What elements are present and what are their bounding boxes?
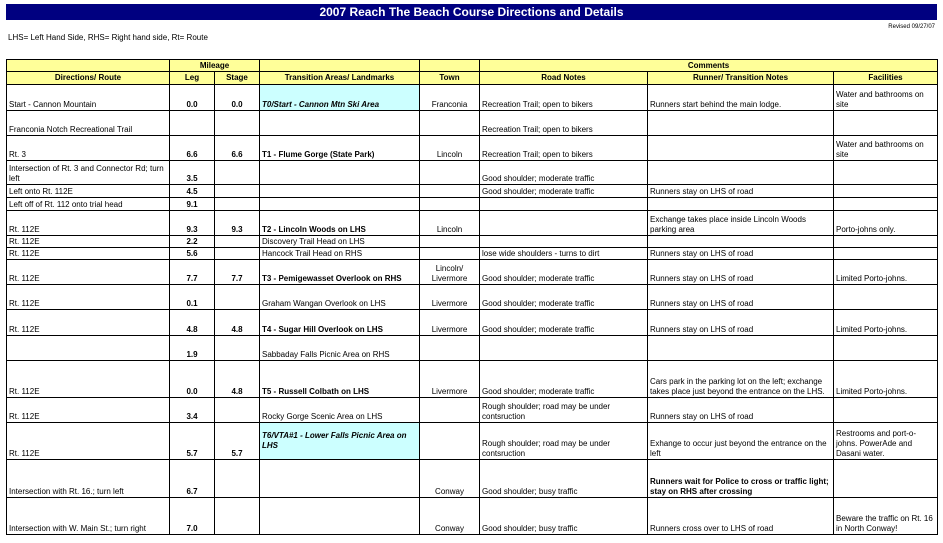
header-comments: Comments bbox=[480, 60, 938, 72]
town-cell: Livermore bbox=[420, 285, 480, 310]
runner-notes-cell: Runners start behind the main lodge. bbox=[648, 85, 834, 111]
road-notes-cell: Recreation Trail; open to bikers bbox=[480, 136, 648, 161]
facilities-cell: Water and bathrooms on site bbox=[834, 136, 938, 161]
header-transition: Transition Areas/ Landmarks bbox=[260, 72, 420, 85]
route-cell: Rt. 112E bbox=[7, 260, 170, 285]
route-cell bbox=[7, 336, 170, 361]
road-notes-cell: Rough shoulder; road may be under contsruction bbox=[480, 398, 648, 423]
table-row bbox=[7, 398, 938, 423]
road-notes-cell bbox=[480, 236, 648, 248]
leg-cell: 1.9 bbox=[170, 336, 215, 361]
transition-cell: T0/Start - Cannon Mtn Ski Area bbox=[260, 85, 420, 111]
course-table bbox=[6, 59, 938, 535]
town-cell: Livermore bbox=[420, 361, 480, 398]
road-notes-cell: Good shoulder; busy traffic bbox=[480, 498, 648, 535]
facilities-cell bbox=[834, 248, 938, 260]
table-row bbox=[7, 361, 938, 398]
transition-cell: T6/VTA#1 - Lower Falls Picnic Area on LHS bbox=[260, 423, 420, 460]
facilities-cell bbox=[834, 161, 938, 185]
transition-cell bbox=[260, 111, 420, 136]
road-notes-cell: Good shoulder; moderate traffic bbox=[480, 310, 648, 336]
transition-cell: T5 - Russell Colbath on LHS bbox=[260, 361, 420, 398]
runner-notes-cell: Runners stay on LHS of road bbox=[648, 260, 834, 285]
stage-cell bbox=[215, 248, 260, 260]
road-notes-cell: Good shoulder; busy traffic bbox=[480, 460, 648, 498]
facilities-cell: Porto-johns only. bbox=[834, 211, 938, 236]
table-row bbox=[7, 236, 938, 248]
town-cell bbox=[420, 161, 480, 185]
transition-cell: T1 - Flume Gorge (State Park) bbox=[260, 136, 420, 161]
stage-cell bbox=[215, 161, 260, 185]
route-cell: Rt. 112E bbox=[7, 236, 170, 248]
route-cell: Rt. 112E bbox=[7, 361, 170, 398]
stage-cell: 9.3 bbox=[215, 211, 260, 236]
runner-notes-cell: Cars park in the parking lot on the left; exchange takes place just beyond the entrance on the LHS. bbox=[648, 361, 834, 398]
table-row bbox=[7, 498, 938, 535]
runner-notes-cell: Runners stay on LHS of road bbox=[648, 310, 834, 336]
header-spacer bbox=[7, 60, 170, 72]
header-leg: Leg bbox=[170, 72, 215, 85]
stage-cell bbox=[215, 111, 260, 136]
table-row bbox=[7, 310, 938, 336]
town-cell: Lincoln bbox=[420, 211, 480, 236]
town-cell bbox=[420, 398, 480, 423]
leg-cell: 5.6 bbox=[170, 248, 215, 260]
transition-cell bbox=[260, 460, 420, 498]
road-notes-cell bbox=[480, 211, 648, 236]
facilities-cell bbox=[834, 460, 938, 498]
table-row bbox=[7, 161, 938, 185]
stage-cell bbox=[215, 198, 260, 211]
stage-cell: 4.8 bbox=[215, 361, 260, 398]
facilities-cell bbox=[834, 398, 938, 423]
stage-cell: 4.8 bbox=[215, 310, 260, 336]
runner-notes-cell: Exchange takes place inside Lincoln Woods parking area bbox=[648, 211, 834, 236]
transition-cell: T4 - Sugar Hill Overlook on LHS bbox=[260, 310, 420, 336]
runner-notes-cell: Runners stay on LHS of road bbox=[648, 248, 834, 260]
town-cell bbox=[420, 185, 480, 198]
table-row bbox=[7, 85, 938, 111]
town-cell: Franconia bbox=[420, 85, 480, 111]
leg-cell: 6.6 bbox=[170, 136, 215, 161]
transition-cell bbox=[260, 498, 420, 535]
facilities-cell: Beware the traffic on Rt. 16 in North Conway! bbox=[834, 498, 938, 535]
transition-cell: Discovery Trail Head on LHS bbox=[260, 236, 420, 248]
facilities-cell bbox=[834, 336, 938, 361]
leg-cell: 3.5 bbox=[170, 161, 215, 185]
stage-cell: 0.0 bbox=[215, 85, 260, 111]
table-row bbox=[7, 248, 938, 260]
stage-cell bbox=[215, 236, 260, 248]
abbreviation-legend: LHS= Left Hand Side, RHS= Right hand side, Rt= Route bbox=[8, 33, 208, 42]
town-cell bbox=[420, 198, 480, 211]
transition-cell bbox=[260, 161, 420, 185]
road-notes-cell: Good shoulder; moderate traffic bbox=[480, 361, 648, 398]
facilities-cell: Water and bathrooms on site bbox=[834, 85, 938, 111]
route-cell: Start - Cannon Mountain bbox=[7, 85, 170, 111]
route-cell: Franconia Notch Recreational Trail bbox=[7, 111, 170, 136]
header-town: Town bbox=[420, 72, 480, 85]
road-notes-cell: Good shoulder; moderate traffic bbox=[480, 161, 648, 185]
runner-notes-cell bbox=[648, 111, 834, 136]
town-cell: Conway bbox=[420, 498, 480, 535]
town-cell bbox=[420, 423, 480, 460]
facilities-cell bbox=[834, 111, 938, 136]
runner-notes-cell: Runners cross over to LHS of road bbox=[648, 498, 834, 535]
transition-cell: T3 - Pemigewasset Overlook on RHS bbox=[260, 260, 420, 285]
transition-cell: Rocky Gorge Scenic Area on LHS bbox=[260, 398, 420, 423]
stage-cell bbox=[215, 336, 260, 361]
road-notes-cell bbox=[480, 336, 648, 361]
road-notes-cell: lose wide shoulders - turns to dirt bbox=[480, 248, 648, 260]
route-cell: Rt. 112E bbox=[7, 310, 170, 336]
header-spacer bbox=[420, 60, 480, 72]
route-cell: Intersection of Rt. 3 and Connector Rd; turn left bbox=[7, 161, 170, 185]
route-cell: Rt. 3 bbox=[7, 136, 170, 161]
road-notes-cell: Recreation Trail; open to bikers bbox=[480, 85, 648, 111]
runner-notes-cell: Runners stay on LHS of road bbox=[648, 398, 834, 423]
table-row bbox=[7, 423, 938, 460]
leg-cell: 6.7 bbox=[170, 460, 215, 498]
table-row bbox=[7, 211, 938, 236]
road-notes-cell: Good shoulder; moderate traffic bbox=[480, 285, 648, 310]
table-row bbox=[7, 336, 938, 361]
stage-cell: 7.7 bbox=[215, 260, 260, 285]
runner-notes-cell bbox=[648, 236, 834, 248]
leg-cell: 0.0 bbox=[170, 85, 215, 111]
route-cell: Rt. 112E bbox=[7, 285, 170, 310]
table-row bbox=[7, 185, 938, 198]
header-facilities: Facilities bbox=[834, 72, 938, 85]
leg-cell: 7.0 bbox=[170, 498, 215, 535]
transition-cell: Sabbaday Falls Picnic Area on RHS bbox=[260, 336, 420, 361]
revised-date: Revised 09/27/07 bbox=[888, 24, 935, 30]
header-runner-notes: Runner/ Transition Notes bbox=[648, 72, 834, 85]
header-spacer bbox=[260, 60, 420, 72]
leg-cell: 9.3 bbox=[170, 211, 215, 236]
leg-cell: 4.5 bbox=[170, 185, 215, 198]
runner-notes-cell: Runners stay on LHS of road bbox=[648, 285, 834, 310]
header-directions: Directions/ Route bbox=[7, 72, 170, 85]
stage-cell bbox=[215, 498, 260, 535]
stage-cell bbox=[215, 398, 260, 423]
facilities-cell: Limited Porto-johns. bbox=[834, 310, 938, 336]
runner-notes-cell bbox=[648, 198, 834, 211]
facilities-cell: Limited Porto-johns. bbox=[834, 260, 938, 285]
runner-notes-cell: Runners stay on LHS of road bbox=[648, 185, 834, 198]
leg-cell bbox=[170, 111, 215, 136]
facilities-cell bbox=[834, 236, 938, 248]
header-row bbox=[7, 72, 938, 85]
page-title: 2007 Reach The Beach Course Directions and Details bbox=[6, 4, 937, 20]
table-row bbox=[7, 285, 938, 310]
route-cell: Rt. 112E bbox=[7, 398, 170, 423]
town-cell bbox=[420, 236, 480, 248]
leg-cell: 5.7 bbox=[170, 423, 215, 460]
road-notes-cell bbox=[480, 198, 648, 211]
leg-cell: 7.7 bbox=[170, 260, 215, 285]
runner-notes-cell bbox=[648, 136, 834, 161]
facilities-cell bbox=[834, 285, 938, 310]
facilities-cell: Restrooms and port-o-johns. PowerAde and Dasani water. bbox=[834, 423, 938, 460]
leg-cell: 4.8 bbox=[170, 310, 215, 336]
road-notes-cell: Recreation Trail; open to bikers bbox=[480, 111, 648, 136]
transition-cell bbox=[260, 185, 420, 198]
route-cell: Rt. 112E bbox=[7, 248, 170, 260]
facilities-cell bbox=[834, 185, 938, 198]
town-cell: Conway bbox=[420, 460, 480, 498]
table-row bbox=[7, 260, 938, 285]
road-notes-cell: Good shoulder; moderate traffic bbox=[480, 185, 648, 198]
header-road-notes: Road Notes bbox=[480, 72, 648, 85]
route-cell: Rt. 112E bbox=[7, 211, 170, 236]
facilities-cell bbox=[834, 198, 938, 211]
stage-cell bbox=[215, 185, 260, 198]
table-row bbox=[7, 136, 938, 161]
table-row bbox=[7, 111, 938, 136]
transition-cell bbox=[260, 198, 420, 211]
transition-cell: T2 - Lincoln Woods on LHS bbox=[260, 211, 420, 236]
runner-notes-cell bbox=[648, 161, 834, 185]
town-cell bbox=[420, 111, 480, 136]
stage-cell bbox=[215, 285, 260, 310]
route-cell: Rt. 112E bbox=[7, 423, 170, 460]
stage-cell: 6.6 bbox=[215, 136, 260, 161]
stage-cell bbox=[215, 460, 260, 498]
transition-cell: Graham Wangan Overlook on LHS bbox=[260, 285, 420, 310]
road-notes-cell: Rough shoulder; road may be under contsruction bbox=[480, 423, 648, 460]
stage-cell: 5.7 bbox=[215, 423, 260, 460]
road-notes-cell: Good shoulder; moderate traffic bbox=[480, 260, 648, 285]
runner-notes-cell bbox=[648, 336, 834, 361]
header-mileage: Mileage bbox=[170, 60, 260, 72]
route-cell: Left off of Rt. 112 onto trial head bbox=[7, 198, 170, 211]
route-cell: Intersection with Rt. 16.; turn left bbox=[7, 460, 170, 498]
table-row bbox=[7, 460, 938, 498]
header-row-top bbox=[7, 60, 938, 72]
town-cell: Lincoln bbox=[420, 136, 480, 161]
table-row bbox=[7, 198, 938, 211]
facilities-cell: Limited Porto-johns. bbox=[834, 361, 938, 398]
runner-notes-cell: Exhange to occur just beyond the entrance on the left bbox=[648, 423, 834, 460]
town-cell bbox=[420, 336, 480, 361]
leg-cell: 0.0 bbox=[170, 361, 215, 398]
header-stage: Stage bbox=[215, 72, 260, 85]
town-cell: Lincoln/ Livermore bbox=[420, 260, 480, 285]
leg-cell: 3.4 bbox=[170, 398, 215, 423]
route-cell: Intersection with W. Main St.; turn right bbox=[7, 498, 170, 535]
leg-cell: 0.1 bbox=[170, 285, 215, 310]
town-cell: Livermore bbox=[420, 310, 480, 336]
leg-cell: 9.1 bbox=[170, 198, 215, 211]
transition-cell: Hancock Trail Head on RHS bbox=[260, 248, 420, 260]
runner-notes-cell: Runners wait for Police to cross or traffic light; stay on RHS after crossing bbox=[648, 460, 834, 498]
leg-cell: 2.2 bbox=[170, 236, 215, 248]
route-cell: Left onto Rt. 112E bbox=[7, 185, 170, 198]
town-cell bbox=[420, 248, 480, 260]
